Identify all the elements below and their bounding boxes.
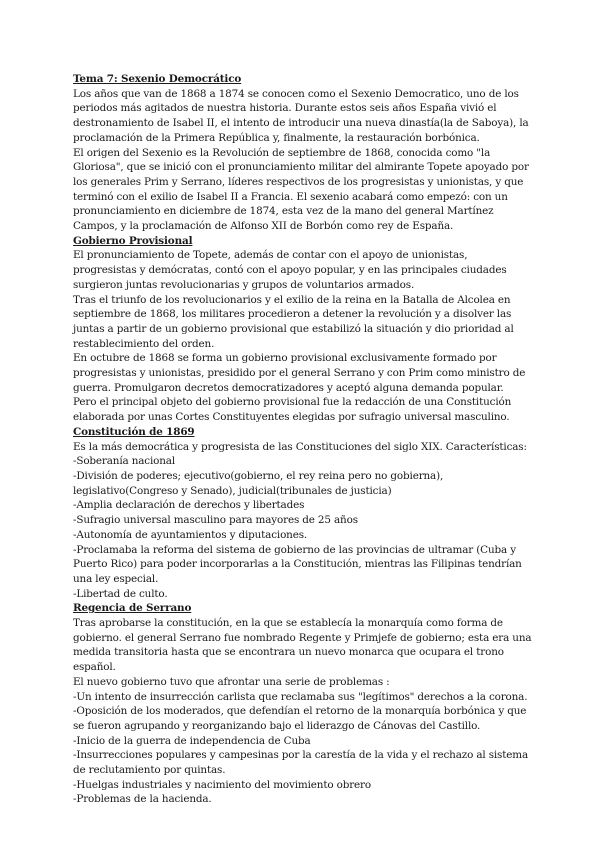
intro-paragraph-1: Los años que van de 1868 a 1874 se conocen como el Sexenio Democratico, uno de los periodos más agitados de nuestra historia. Durante estos seis años España vivió el destronamiento de Isabel II, el intento de introducir una nueva dinastía(la de Saboya), la proclamación de la Primera República y, finalmente, la restauración borbónica. xyxy=(73,87,529,144)
regencia-paragraph: Tras aprobarse la constitución, en la que se establecía la monarquía como forma de gobierno. el general Serrano fue nombrado Regente y Primjefe de gobierno; esta era una medida transitoria hasta que se encontrara un nuevo monarca que ocupara el trono español. xyxy=(73,617,532,674)
gobierno-paragraph: En octubre de 1868 se forma un gobierno provisional exclusivamente formado por progresistas y unionistas, presidido por el general Serrano y con Prim como ministro de guerra. Promulgaron decretos democratizadores y aceptó alguna demanda popular. xyxy=(73,352,526,394)
list-item: -Un intento de insurrección carlista que reclamaba sus "legítimos" derechos a la corona. xyxy=(73,690,528,703)
list-item: -Sufragio universal masculino para mayores de 25 años xyxy=(73,514,358,527)
list-item: -Inicio de la guerra de independencia de Cuba xyxy=(73,734,311,747)
list-item: -Proclamaba la reforma del sistema de gobierno de las provincias de ultramar (Cuba y Puerto Rico) para poder incorporarlas a la Constitución, mientras las Filipinas tendrían una ley especial. xyxy=(73,543,522,585)
section-heading-regencia: Regencia de Serrano xyxy=(73,602,192,615)
page-title: Tema 7: Sexenio Democrático xyxy=(73,73,242,85)
list-item: -Autonomía de ayuntamientos y diputaciones. xyxy=(73,528,308,541)
list-item: -Problemas de la hacienda. xyxy=(73,793,212,806)
gobierno-paragraph: Pero el principal objeto del gobierno provisional fue la redacción de una Constitución elaborada por unas Cortes Constituyentes elegidas por sufragio universal masculino. xyxy=(73,396,512,424)
list-item: -División de poderes; ejecutivo(gobierno, el rey reina pero no gobierna), legislativo(Congreso y Senado), judicial(tribunales de justicia) xyxy=(73,469,444,497)
gobierno-paragraph: El pronunciamiento de Topete, además de contar con el apoyo de unionistas, progresistas y demócratas, contó con el apoyo popular, y en las principales ciudades surgieron juntas revolucionarias y grupos de voluntarios armados. xyxy=(73,249,507,291)
document-page xyxy=(73,72,533,807)
list-item: -Amplia declaración de derechos y libertades xyxy=(73,499,305,512)
list-item: -Soberanía nacional xyxy=(73,455,176,468)
list-item: -Libertad de culto. xyxy=(73,587,168,600)
section-heading-constitucion: Constitución de 1869 xyxy=(73,425,195,438)
constitucion-lead: Es la más democrática y progresista de las Constituciones del siglo XIX. Características: xyxy=(73,440,527,453)
list-item: -Insurrecciones populares y campesinas por la carestía de la vida y el rechazo al sistema de reclutamiento por quintas. xyxy=(73,749,529,777)
list-item: -Oposición de los moderados, que defendían el retorno de la monarquía borbónica y que se fueron agrupando y reorganizando bajo el liderazgo de Cánovas del Castillo. xyxy=(73,705,527,732)
section-heading-gobierno: Gobierno Provisional xyxy=(73,234,193,247)
regencia-paragraph: El nuevo gobierno tuvo que afrontar una serie de problemas : xyxy=(73,675,390,688)
list-item: -Huelgas industriales y nacimiento del movimiento obrero xyxy=(73,778,371,791)
intro-paragraph-2: El origen del Sexenio es la Revolución de septiembre de 1868, conocida como "la Gloriosa", que se inició con el pronunciamiento militar del almirante Topete apoyado por los generales Prim y Serrano, líderes respectivos de los progresistas y unionistas, y que terminó con el exilio de Isabel II a Francia. El sexenio acabará como empezó: con un pronunciamiento en diciembre de 1874, esta vez de la mano del general Martínez Campos, y la proclamación de Alfonso XII de Borbón como rey de España. xyxy=(73,146,529,233)
gobierno-paragraph: Tras el triunfo de los revolucionarios y el exilio de la reina en la Batalla de Alcolea en septiembre de 1868, los militares procedieron a detener la revolución y a disolver las juntas a partir de un gobierno provisional que estabilizó la situación y dio prioridad al restablecimiento del orden. xyxy=(73,293,514,350)
